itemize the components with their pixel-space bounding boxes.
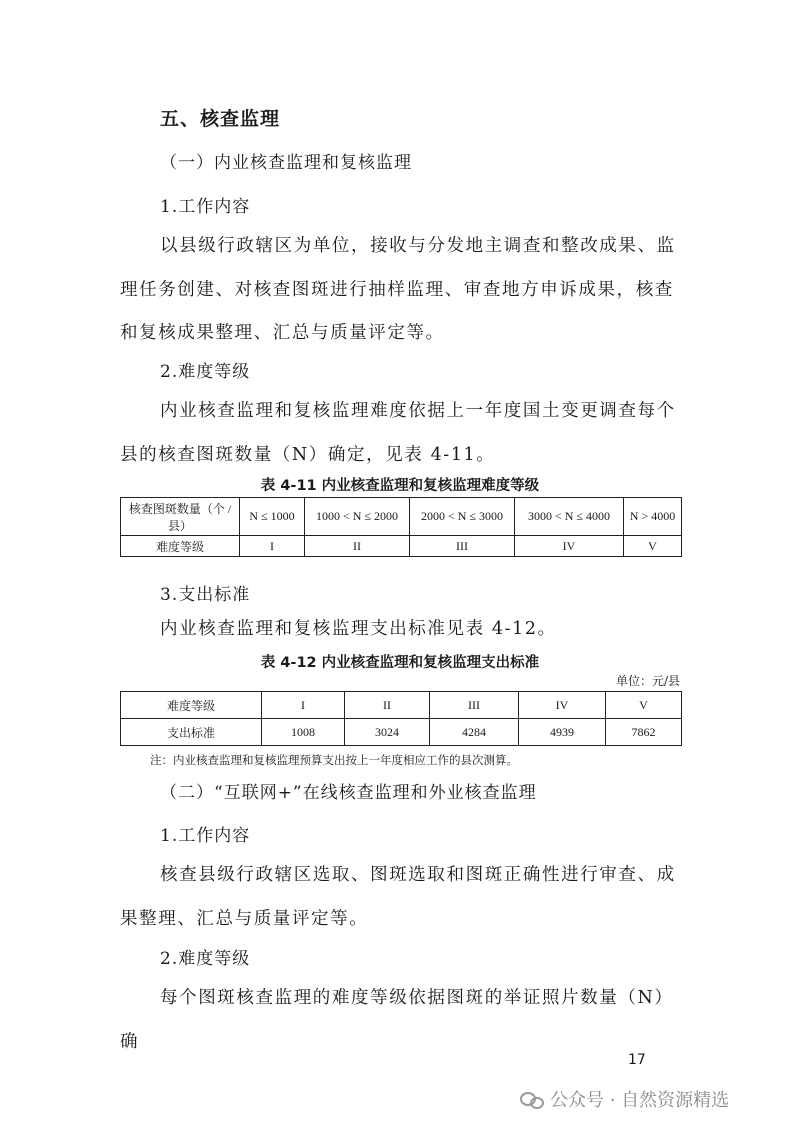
table-cell: N ≤ 1000 bbox=[240, 498, 305, 536]
table-cell: III bbox=[430, 692, 519, 719]
table-cell: II bbox=[305, 536, 410, 557]
table-cell: V bbox=[606, 692, 682, 719]
table-cell: 3024 bbox=[345, 719, 430, 746]
table-cell: 4284 bbox=[430, 719, 519, 746]
table-4-12-caption: 表 4-12 内业核查监理和复核监理支出标准 bbox=[260, 655, 540, 671]
subsection-title-2: （二）“互联网+”在线核查监理和外业核查监理 bbox=[160, 783, 537, 803]
table-4-11-caption: 表 4-11 内业核查监理和复核监理难度等级 bbox=[260, 478, 540, 494]
item-title-work-content-2: 1.工作内容 bbox=[160, 826, 251, 846]
table-4-12-unit: 单位：元/县 bbox=[615, 674, 680, 688]
item-title-work-content: 1.工作内容 bbox=[160, 197, 251, 217]
table-cell: II bbox=[345, 692, 430, 719]
table-cell: 难度等级 bbox=[121, 692, 262, 719]
table-cell: I bbox=[262, 692, 345, 719]
paragraph-difficulty: 内业核查监理和复核监理难度依据上一年度国土变更调查每个县的核查图斑数量（N）确定，见表 4-11。 bbox=[120, 401, 676, 465]
table-cell: 支出标准 bbox=[121, 719, 262, 746]
table-cell: 3000 < N ≤ 4000 bbox=[515, 498, 624, 536]
table-row bbox=[121, 498, 682, 536]
table-cell: I bbox=[240, 536, 305, 557]
paragraph-work-content-2: 核查县级行政辖区选取、图斑选取和图斑正确性进行审查、成果整理、汇总与质量评定等。 bbox=[120, 865, 676, 929]
paragraph-difficulty-2: 每个图斑核查监理的难度等级依据图斑的举证照片数量（N）确 bbox=[120, 988, 674, 1052]
table-cell: 7862 bbox=[606, 719, 682, 746]
item-title-difficulty-2: 2.难度等级 bbox=[160, 949, 251, 969]
table-cell: 核查图斑数量（个 / 县） bbox=[121, 498, 240, 536]
table-cell: IV bbox=[515, 536, 624, 557]
table-row bbox=[121, 719, 682, 746]
table-4-11 bbox=[120, 497, 682, 557]
table-cell: 2000 < N ≤ 3000 bbox=[410, 498, 515, 536]
table-cell: III bbox=[410, 536, 515, 557]
table-row bbox=[121, 692, 682, 719]
section-title: 五、核查监理 bbox=[160, 108, 281, 130]
table-4-12-note: 注：内业核查监理和复核监理预算支出按上一年度相应工作的县次测算。 bbox=[150, 753, 518, 767]
subsection-title-1: （一）内业核查监理和复核监理 bbox=[160, 153, 412, 173]
table-cell: V bbox=[624, 536, 682, 557]
table-cell: IV bbox=[519, 692, 606, 719]
table-4-12 bbox=[120, 691, 682, 746]
watermark-text: 公众号 · 自然资源精选 bbox=[550, 1090, 730, 1111]
watermark bbox=[520, 1086, 729, 1112]
item-title-difficulty: 2.难度等级 bbox=[160, 362, 251, 382]
page-number: 17 bbox=[628, 1052, 646, 1068]
item-title-expense-standard: 3.支出标准 bbox=[160, 585, 251, 605]
table-cell: 4939 bbox=[519, 719, 606, 746]
table-row bbox=[121, 536, 682, 557]
table-cell: 1008 bbox=[262, 719, 345, 746]
table-cell: 1000 < N ≤ 2000 bbox=[305, 498, 410, 536]
paragraph-expense-standard: 内业核查监理和复核监理支出标准见表 4-12。 bbox=[160, 619, 557, 639]
table-cell: 难度等级 bbox=[121, 536, 240, 557]
wechat-icon bbox=[520, 1090, 544, 1108]
paragraph-work-content: 以县级行政辖区为单位，接收与分发地主调查和整改成果、监理任务创建、对核查图斑进行抽样监理、审查地方申诉成果，核查和复核成果整理、汇总与质量评定等。 bbox=[120, 236, 676, 343]
table-cell: N > 4000 bbox=[624, 498, 682, 536]
